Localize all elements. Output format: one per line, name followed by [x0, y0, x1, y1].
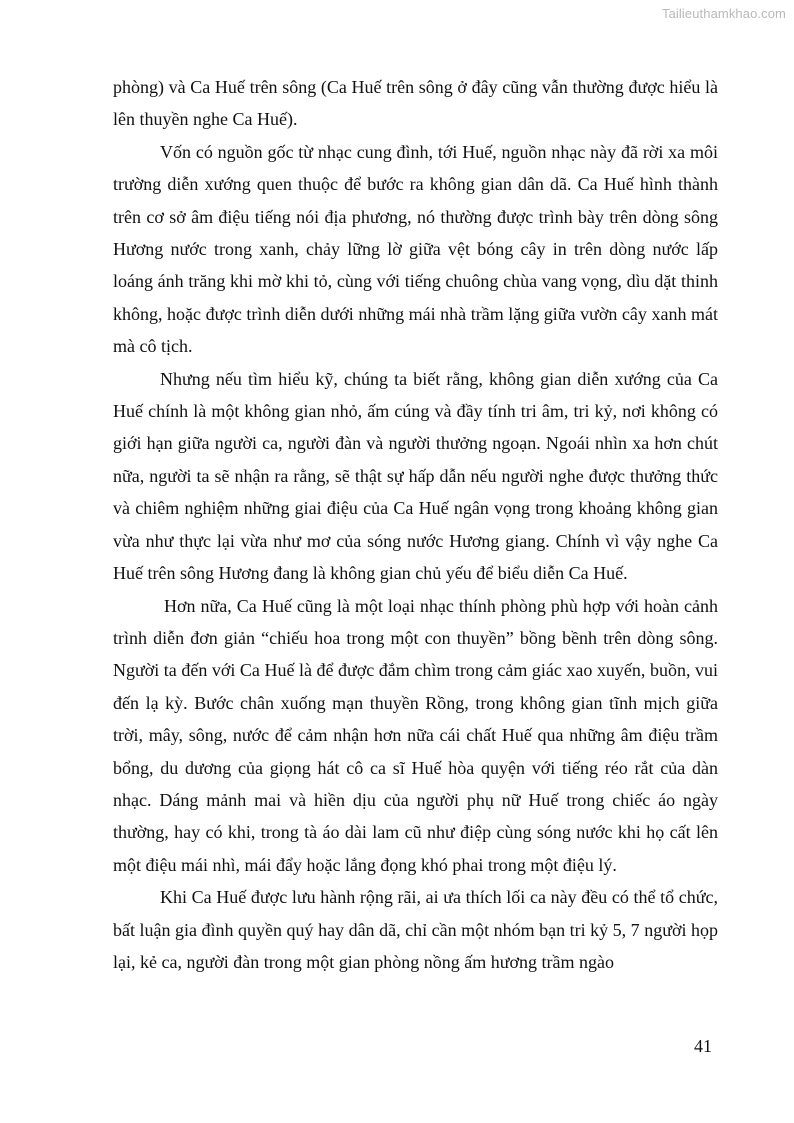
- paragraph-continuation: phòng) và Ca Huế trên sông (Ca Huế trên sông ở đây cũng vẫn thường được hiểu là lên thuyền nghe Ca Huế).: [113, 77, 718, 130]
- document-body: [113, 71, 718, 978]
- paragraph-popularity: Khi Ca Huế được lưu hành rộng rãi, ai ưa thích lối ca này đều có thể tổ chức, bất luận gia đình quyền quý hay dân dã, chỉ cần một nhóm bạn tri kỷ 5, 7 người họp lại, kẻ ca, người đàn trong một gian phòng nồng ấm hương trầm ngào: [113, 887, 718, 972]
- page-number: 41: [694, 1036, 712, 1056]
- watermark: Tailieuthamkhao.com: [661, 6, 786, 21]
- paragraph-origin: Vốn có nguồn gốc từ nhạc cung đình, tới Huế, nguồn nhạc này đã rời xa môi trường diễn xướng quen thuộc để bước ra không gian dân dã. Ca Huế hình thành trên cơ sở âm điệu tiếng nói địa phương, nó thường được trình bày trên dòng sông Hương nước trong xanh, chảy lững lờ giữa vệt bóng cây in trên dòng nước lấp loáng ánh trăng khi mờ khi tỏ, cùng với tiếng chuông chùa vang vọng, dìu dặt thinh không, hoặc được trình diễn dưới những mái nhà trầm lặng giữa vườn cây xanh mát mà cô tịch.: [113, 141, 718, 357]
- paragraph-chamber-music: Hơn nữa, Ca Huế cũng là một loại nhạc thính phòng phù hợp với hoàn cảnh trình diễn đơn giản “chiếu hoa trong một con thuyền” bồng bềnh trên dòng sông. Người ta đến với Ca Huế là để được đắm chìm trong cảm giác xao xuyến, buồn, vui đến lạ kỳ. Bước chân xuống mạn thuyền Rồng, trong không gian tĩnh mịch giữa trời, mây, sông, nước để cảm nhận hơn nữa cái chất Huế qua những âm điệu trầm bổng, du dương của giọng hát cô ca sĩ Huế hòa quyện với tiếng réo rắt của dàn nhạc. Dáng mảnh mai và hiền dịu của người phụ nữ Huế trong chiếc áo ngày thường, hay có khi, trong tà áo dài lam cũ như điệp cùng sóng nước khi họ cất lên một điệu mái nhì, mái đẩy hoặc lắng đọng khó phai trong một điệu lý.: [113, 595, 718, 875]
- paragraph-performance-space: Nhưng nếu tìm hiểu kỹ, chúng ta biết rằng, không gian diễn xướng của Ca Huế chính là một không gian nhỏ, ấm cúng và đầy tính tri âm, tri kỷ, nơi không có giới hạn giữa người ca, người đàn và người thưởng ngoạn. Ngoái nhìn xa hơn chút nữa, người ta sẽ nhận ra rằng, sẽ thật sự hấp dẫn nếu người nghe được thưởng thức và chiêm nghiệm những giai điệu của Ca Huế ngân vọng trong khoảng không gian vừa như thực lại vừa như mơ của sóng nước Hương giang. Chính vì vậy nghe Ca Huế trên sông Hương đang là không gian chủ yếu để biểu diễn Ca Huế.: [113, 368, 718, 584]
